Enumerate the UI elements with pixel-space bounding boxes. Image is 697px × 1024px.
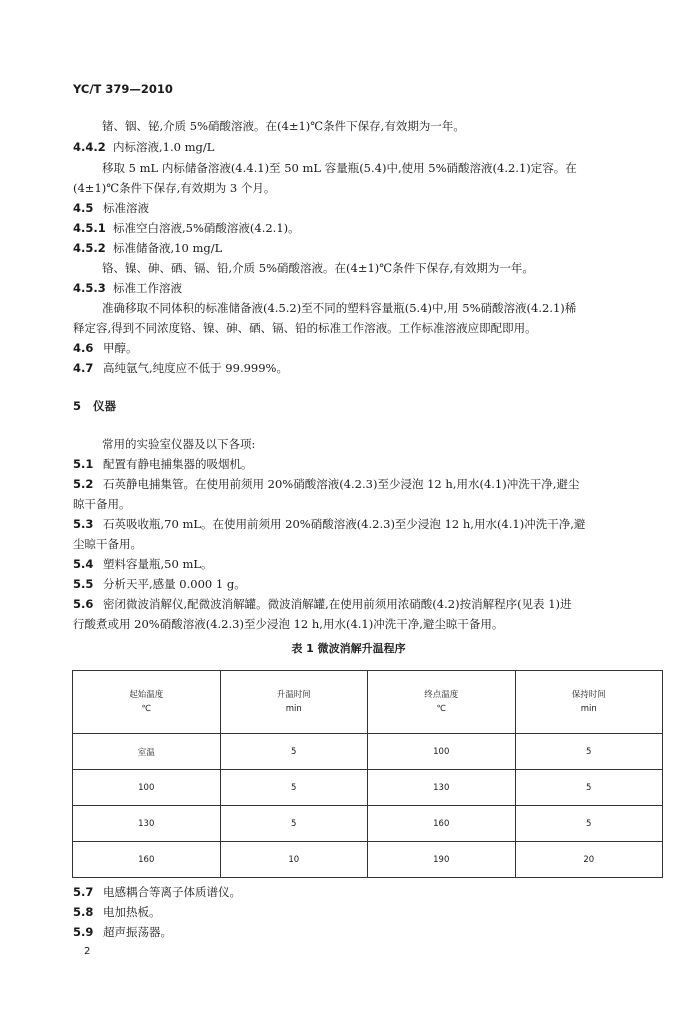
clause-text: 甲醇。 — [103, 341, 138, 355]
text-line: 行酸煮或用 20%硝酸溶液(4.2.3)至少浸泡 12 h,用水(4.1)冲洗干净,避尘晾干备用。 — [73, 617, 504, 631]
table-header-cell — [73, 671, 221, 734]
table-row — [73, 770, 663, 806]
table-header-cell — [368, 671, 516, 734]
header-name: 升温时间 — [276, 689, 311, 700]
clause-text: 分析天平,感量 0.000 1 g。 — [103, 577, 246, 591]
table-cell: 130 — [368, 770, 516, 806]
clause-number: 5.5 — [73, 577, 94, 591]
clause-number: 5.9 — [73, 925, 94, 939]
page-number: 2 — [84, 946, 91, 957]
table-cell: 160 — [73, 842, 221, 878]
table-cell: 190 — [368, 842, 516, 878]
table-cell: 100 — [73, 770, 221, 806]
clause-number: 4.5.1 — [73, 221, 106, 235]
header-name: 起始温度 — [129, 689, 164, 700]
header-name: 保持时间 — [571, 689, 606, 700]
clause-5-5 — [73, 576, 246, 592]
text-line: 尘晾干备用。 — [73, 537, 142, 551]
clause-4-5-2 — [73, 240, 222, 256]
header-unit: ℃ — [436, 704, 447, 714]
header-name: 终点温度 — [424, 689, 459, 700]
clause-text: 标准空白溶液,5%硝酸溶液(4.2.1)。 — [113, 221, 300, 235]
table-cell: 5 — [515, 770, 663, 806]
clause-text: 石英吸收瓶,70 mL。在使用前须用 20%硝酸溶液(4.2.3)至少浸泡 12 h,用水(4.1)冲洗干净,避 — [103, 517, 586, 531]
table-header-cell — [515, 671, 663, 734]
text-line: (4±1)℃条件下保存,有效期为 3 个月。 — [73, 181, 276, 195]
table-cell: 20 — [515, 842, 663, 878]
table-cell: 5 — [220, 734, 368, 770]
clause-number: 5.7 — [73, 885, 94, 899]
digestion-program-table — [72, 670, 663, 878]
header-unit: ℃ — [141, 704, 152, 714]
clause-5-7 — [73, 884, 241, 900]
table-cell: 130 — [73, 806, 221, 842]
table-header-cell — [220, 671, 368, 734]
header-unit: min — [285, 704, 302, 714]
clause-text: 内标溶液,1.0 mg/L — [113, 140, 215, 154]
clause-4-5-3 — [73, 280, 182, 296]
table-cell: 100 — [368, 734, 516, 770]
clause-text: 塑料容量瓶,50 mL。 — [103, 557, 213, 571]
table-cell: 160 — [368, 806, 516, 842]
clause-4-6 — [73, 340, 138, 356]
doc-code-header: YC/T 379—2010 — [73, 82, 173, 96]
table-cell: 5 — [220, 770, 368, 806]
table-row — [73, 842, 663, 878]
clause-number: 5.3 — [73, 517, 94, 531]
clause-number: 4.6 — [73, 341, 94, 355]
table-header-row — [73, 671, 663, 734]
clause-text: 配置有静电捕集器的吸烟机。 — [103, 457, 253, 471]
clause-number: 5.1 — [73, 457, 94, 471]
table-cell: 5 — [220, 806, 368, 842]
section-title: 仪器 — [93, 399, 117, 413]
text-line: 移取 5 mL 内标储备溶液(4.4.1)至 50 mL 容量瓶(5.4)中,使用 5%硝酸溶液(4.2.1)定容。在 — [102, 161, 577, 175]
clause-text: 电加热板。 — [103, 905, 161, 919]
clause-text: 标准溶液 — [103, 201, 149, 215]
clause-4-5-1 — [73, 220, 300, 236]
table-cell: 5 — [515, 734, 663, 770]
clause-text: 超声振荡器。 — [103, 925, 172, 939]
clause-text: 高纯氩气,纯度应不低于 99.999%。 — [103, 361, 288, 375]
clause-text: 石英静电捕集管。在使用前须用 20%硝酸溶液(4.2.3)至少浸泡 12 h,用水(4.1)冲洗干净,避尘 — [103, 477, 580, 491]
clause-text: 密闭微波消解仪,配微波消解罐。微波消解罐,在使用前须用浓硝酸(4.2)按消解程序(见表 1)进 — [103, 597, 572, 611]
clause-number: 5.6 — [73, 597, 94, 611]
clause-5-8 — [73, 904, 161, 920]
table-caption: 表 1 微波消解升温程序 — [291, 642, 406, 655]
clause-5-2 — [73, 476, 579, 492]
clause-text: 标准工作溶液 — [113, 281, 182, 295]
clause-4-4-2 — [73, 139, 214, 155]
text-line: 锗、铟、铋,介质 5%硝酸溶液。在(4±1)℃条件下保存,有效期为一年。 — [102, 119, 465, 133]
clause-number: 4.5.3 — [73, 281, 106, 295]
text-line: 晾干备用。 — [73, 497, 131, 511]
clause-number: 5.4 — [73, 557, 94, 571]
text-line: 准确移取不同体积的标准储备液(4.5.2)至不同的塑料容量瓶(5.4)中,用 5%硝酸溶液(4.2.1)稀 — [102, 301, 577, 315]
clause-5-3 — [73, 516, 585, 532]
clause-text: 标准储备液,10 mg/L — [113, 241, 223, 255]
table-cell: 10 — [220, 842, 368, 878]
clause-text: 电感耦合等离子体质谱仪。 — [103, 885, 241, 899]
section-5-heading — [73, 398, 116, 414]
header-unit: min — [580, 704, 597, 714]
text-line: 常用的实验室仪器及以下各项: — [102, 437, 256, 451]
table-row — [73, 806, 663, 842]
clause-number: 5.8 — [73, 905, 94, 919]
text-line: 铬、镍、砷、硒、镉、铅,介质 5%硝酸溶液。在(4±1)℃条件下保存,有效期为一年。 — [102, 261, 534, 275]
text-line: 释定容,得到不同浓度铬、镍、砷、硒、镉、铅的标准工作溶液。工作标准溶液应即配即用。 — [73, 321, 537, 335]
clause-number: 4.7 — [73, 361, 94, 375]
clause-5-9 — [73, 924, 172, 940]
section-number: 5 — [73, 399, 82, 413]
clause-5-6 — [73, 596, 572, 612]
clause-number: 4.5.2 — [73, 241, 106, 255]
clause-5-1 — [73, 456, 253, 472]
table-cell: 5 — [515, 806, 663, 842]
clause-4-5 — [73, 200, 149, 216]
clause-number: 5.2 — [73, 477, 94, 491]
clause-number: 4.5 — [73, 201, 94, 215]
clause-5-4 — [73, 556, 213, 572]
clause-number: 4.4.2 — [73, 140, 106, 154]
table-cell: 室温 — [73, 734, 221, 770]
clause-4-7 — [73, 360, 288, 376]
table-row — [73, 734, 663, 770]
